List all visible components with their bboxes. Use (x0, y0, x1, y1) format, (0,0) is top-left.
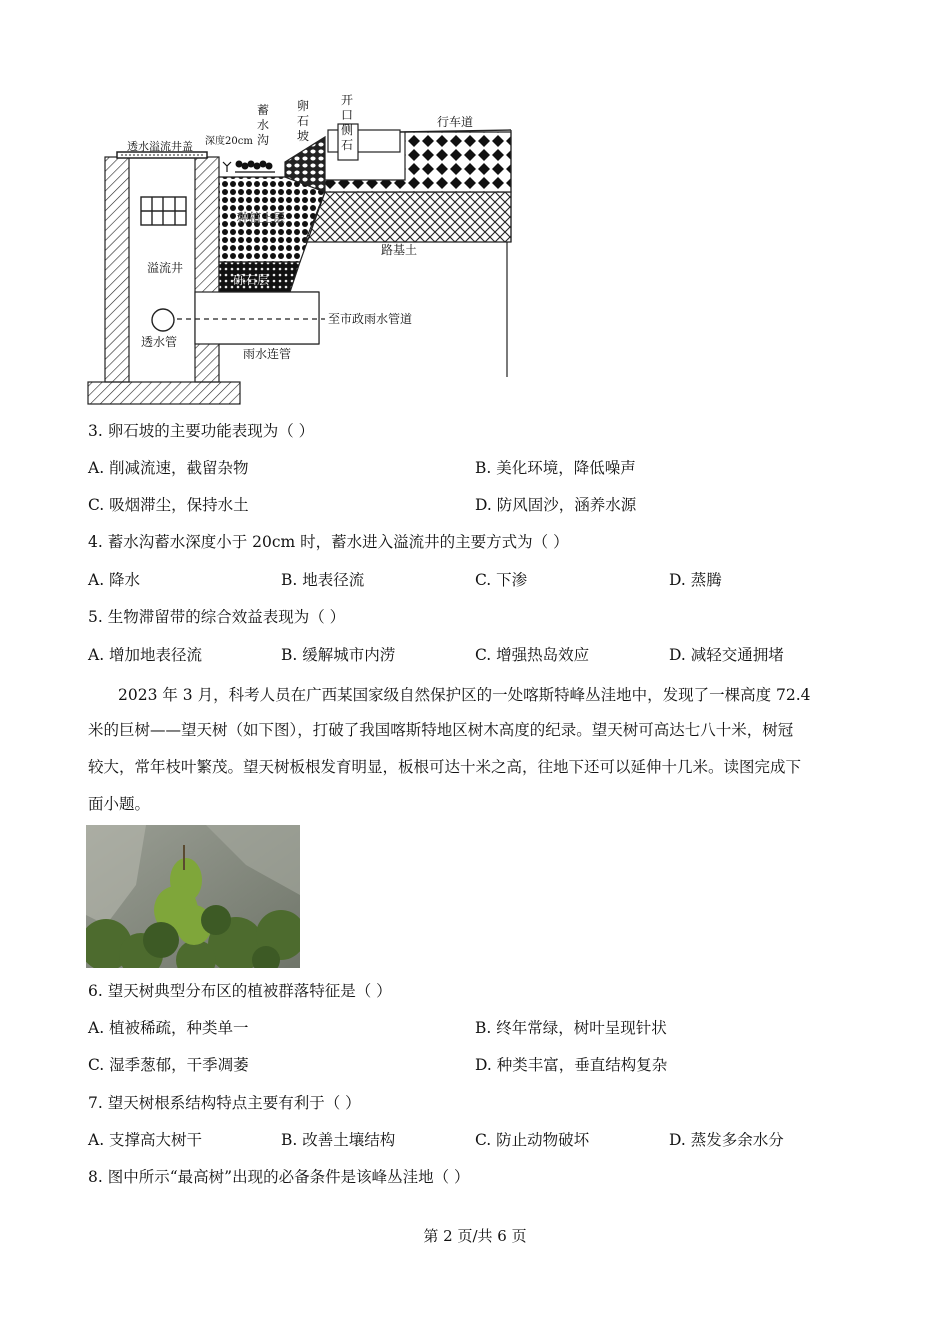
passage-line-2: 米的巨树——望天树（如下图），打破了我国喀斯特地区树木高度的纪录。望天树可高达七八十米，树冠 (88, 721, 794, 739)
q7-option-d[interactable]: D. 蒸发多余水分 (669, 1131, 784, 1149)
label-pipe-city: 至市政雨水管道 (328, 312, 413, 326)
label-soil: 种植土层 (237, 211, 286, 225)
question-8-stem: 8. 图中所示“最高树”出现的必备条件是该峰丛洼地（ ） (88, 1168, 470, 1186)
q3-option-d[interactable]: D. 防风固沙，涵养水源 (475, 496, 637, 514)
well-left-wall (105, 157, 129, 382)
q7-option-b[interactable]: B. 改善土壤结构 (281, 1131, 396, 1149)
passage-line-1: 2023 年 3 月，科考人员在广西某国家级自然保护区的一处喀斯特峰丛洼地中，发现了一棵高度 72.4 (118, 686, 811, 704)
plant-icons (223, 161, 275, 172)
label-ditch: 蓄水沟 (257, 103, 270, 147)
question-5-stem: 5. 生物滞留带的综合效益表现为（ ） (88, 608, 346, 626)
subgrade-soil (305, 192, 511, 242)
q5-option-a[interactable]: A. 增加地表径流 (88, 646, 203, 664)
tree-photo (86, 825, 300, 968)
q5-option-b[interactable]: B. 缓解城市内涝 (281, 646, 396, 664)
label-gravel: 砾石层 (233, 273, 270, 287)
passage-line-4: 面小题。 (88, 795, 151, 813)
well-right-wall (195, 157, 219, 382)
q7-option-c[interactable]: C. 防止动物破坏 (475, 1131, 590, 1149)
q7-option-a[interactable]: A. 支撑高大树干 (88, 1131, 203, 1149)
q4-option-c[interactable]: C. 下渗 (475, 571, 528, 589)
q3-option-c[interactable]: C. 吸烟滞尘，保持水土 (88, 496, 249, 514)
passage-line-3: 较大，常年枝叶繁茂。望天树板根发育明显，板根可达十米之高，往地下还可以延伸十几米。读图完成下 (88, 758, 802, 776)
page-footer: 第 2 页/共 6 页 (423, 1227, 527, 1245)
base-slab (88, 382, 240, 404)
bioretention-diagram (85, 92, 525, 410)
label-subgrade: 路基土 (381, 243, 418, 257)
q6-option-b[interactable]: B. 终年常绿，树叶呈现针状 (475, 1019, 667, 1037)
label-depth: 深度20cm (205, 136, 253, 147)
label-curb: 开口侧石 (341, 93, 354, 152)
label-well: 溢流井 (147, 261, 184, 275)
q5-option-c[interactable]: C. 增强热岛效应 (475, 646, 590, 664)
label-cobble: 卵石坡 (297, 99, 310, 143)
q4-option-b[interactable]: B. 地表径流 (281, 571, 365, 589)
q6-option-c[interactable]: C. 湿季葱郁，干季凋萎 (88, 1056, 249, 1074)
label-connect-pipe: 雨水连管 (243, 347, 292, 361)
q6-option-a[interactable]: A. 植被稀疏，种类单一 (88, 1019, 249, 1037)
question-4-stem: 4. 蓄水沟蓄水深度小于 20cm 时，蓄水进入溢流井的主要方式为（ ） (88, 533, 569, 551)
q6-option-d[interactable]: D. 种类丰富，垂直结构复杂 (475, 1056, 668, 1074)
q4-option-a[interactable]: A. 降水 (88, 571, 141, 589)
q4-option-d[interactable]: D. 蒸腾 (669, 571, 722, 589)
q3-option-b[interactable]: B. 美化环境，降低噪声 (475, 459, 636, 477)
well-grate (141, 197, 186, 225)
label-road: 行车道 (437, 115, 474, 129)
q3-option-a[interactable]: A. 削减流速，截留杂物 (88, 459, 249, 477)
q5-option-d[interactable]: D. 减轻交通拥堵 (669, 646, 784, 664)
label-perm-pipe: 透水管 (141, 335, 178, 349)
question-3-stem: 3. 卵石坡的主要功能表现为（ ） (88, 422, 315, 440)
perm-pipe-circle (152, 309, 174, 331)
question-7-stem: 7. 望天树根系结构特点主要有利于（ ） (88, 1094, 361, 1112)
label-cover: 透水溢流井盖 (127, 140, 193, 153)
question-6-stem: 6. 望天树典型分布区的植被群落特征是（ ） (88, 982, 392, 1000)
